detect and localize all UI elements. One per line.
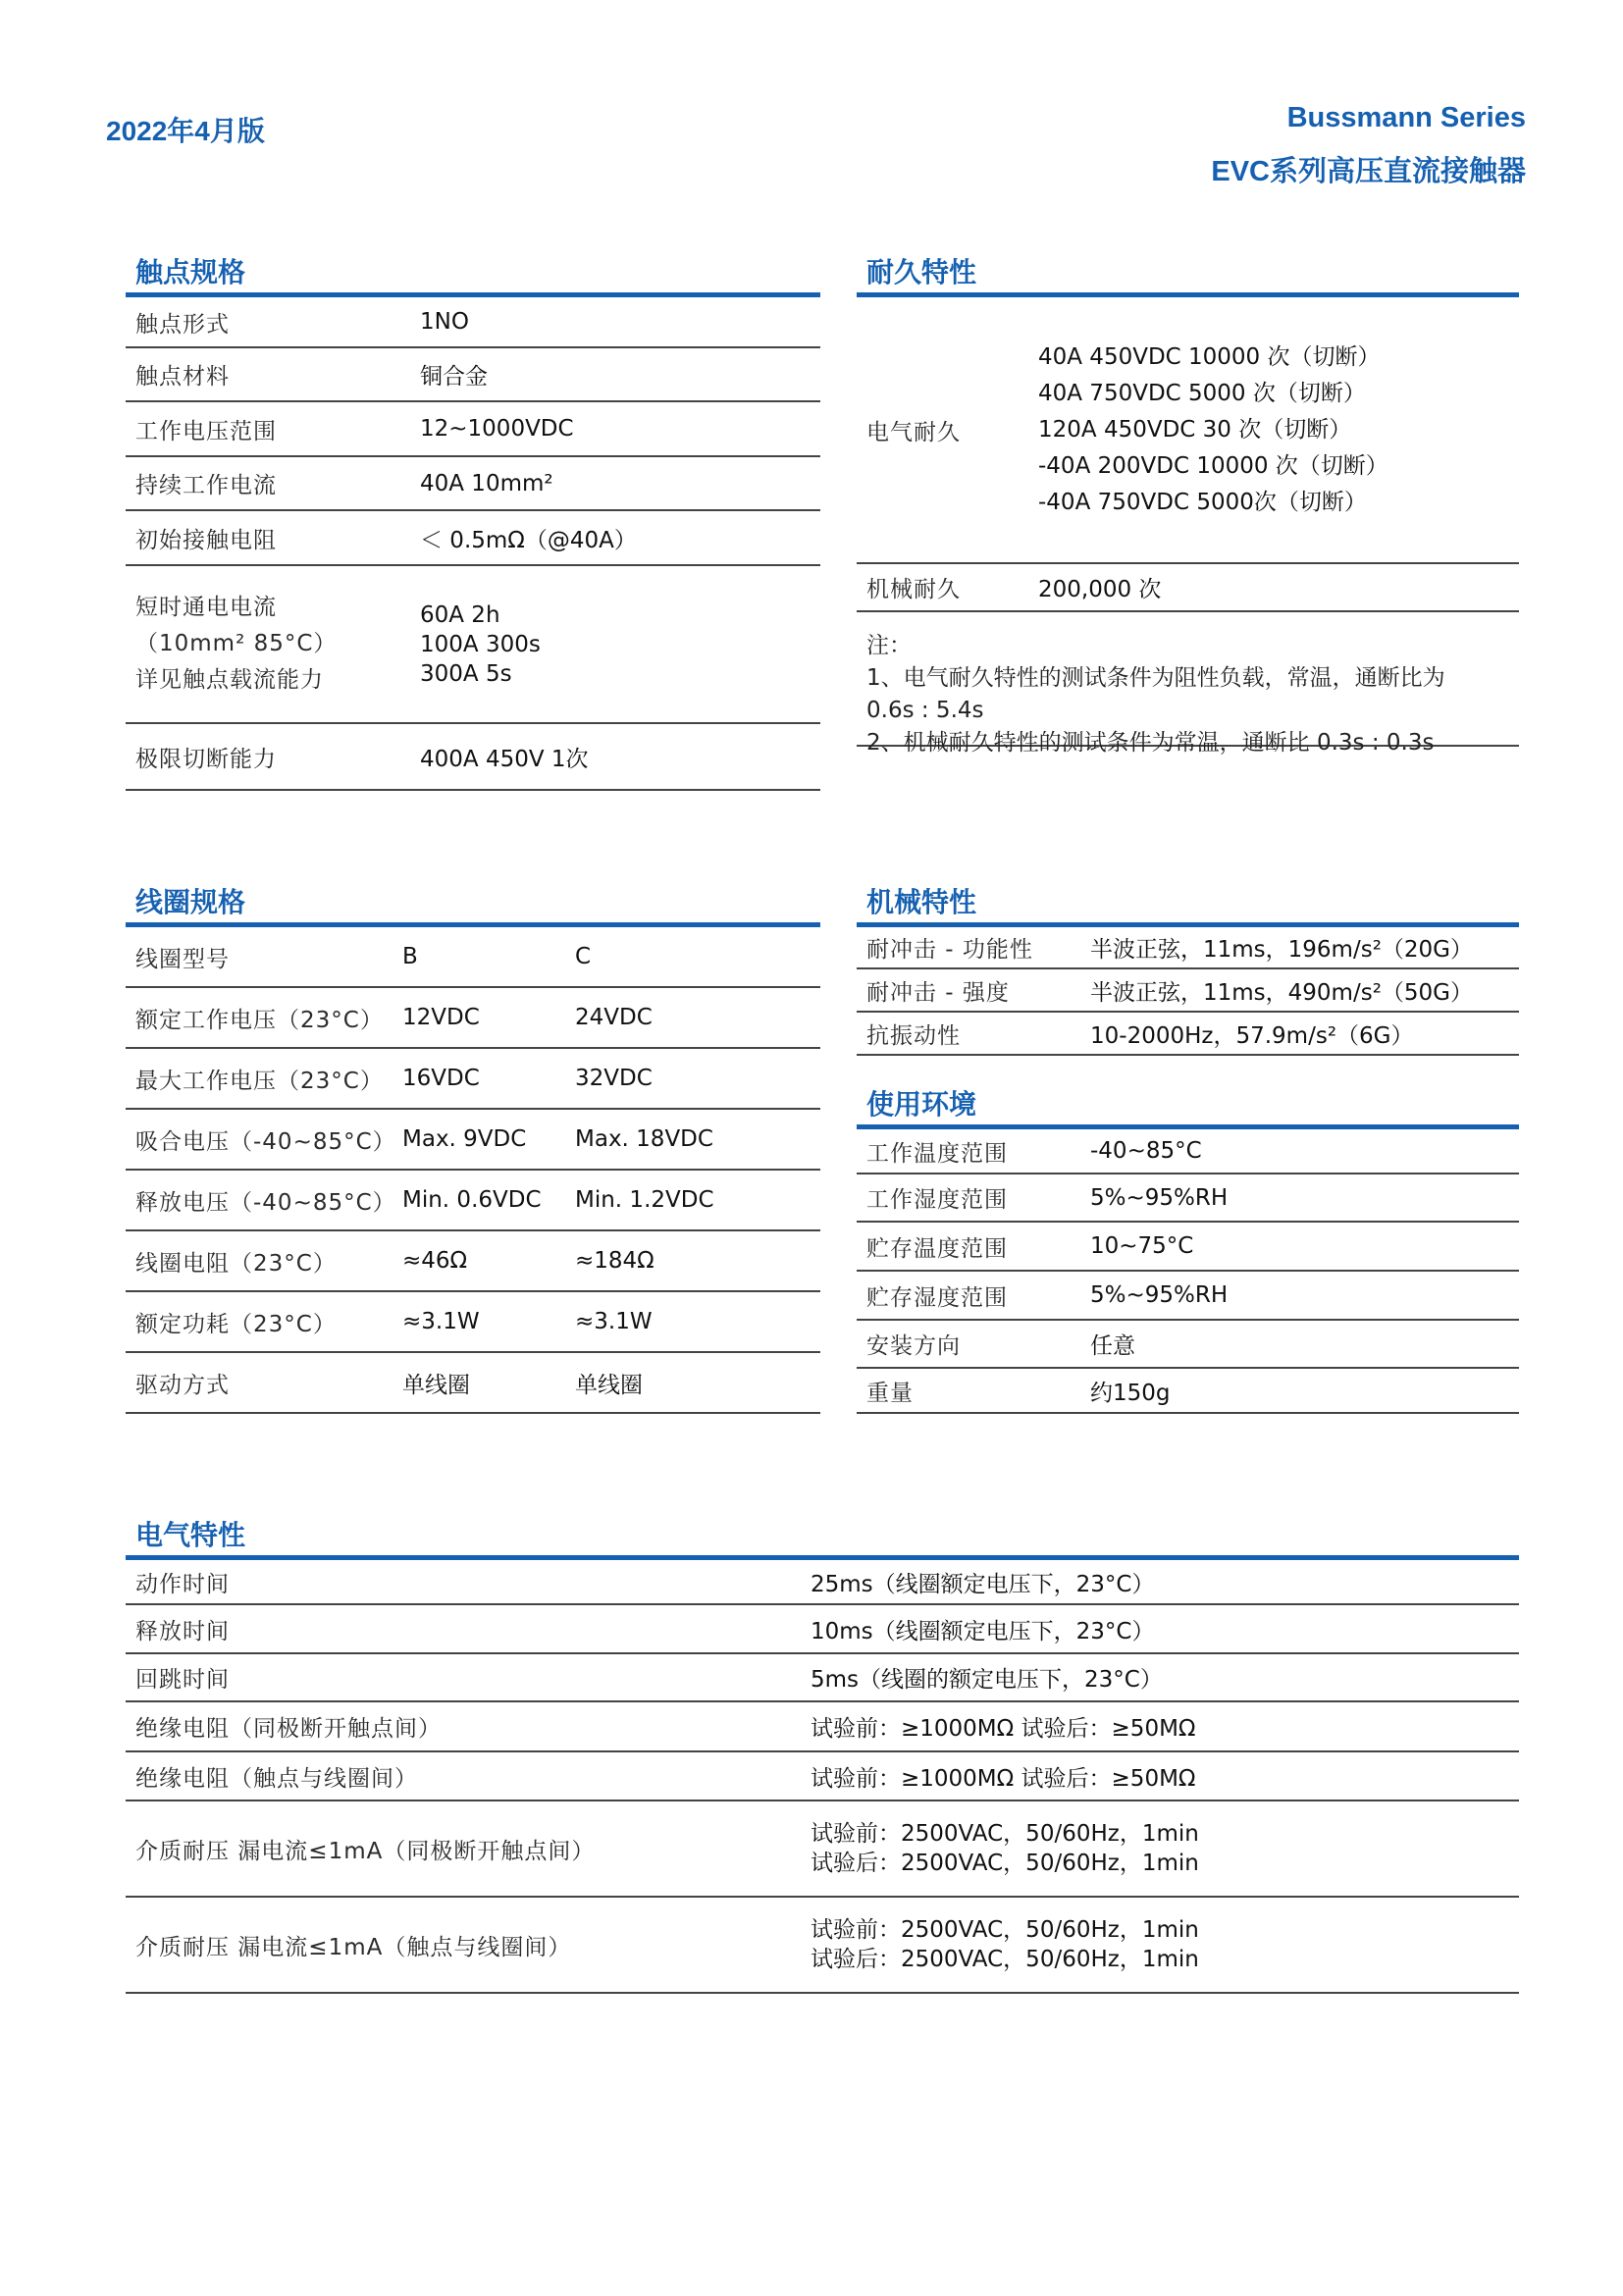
table-row xyxy=(126,511,820,566)
row-value: 10~75°C xyxy=(1090,1233,1194,1259)
value-line: 300A 5s xyxy=(420,660,512,687)
section-title: 电气特性 xyxy=(135,1519,246,1551)
table-row xyxy=(857,1272,1519,1321)
coil-b-value: B xyxy=(402,944,418,969)
row-label: 贮存湿度范围 xyxy=(866,1284,1008,1311)
row-value: 10-2000Hz，57.9m/s²（6G） xyxy=(1090,1022,1414,1049)
section-title: 触点规格 xyxy=(135,256,246,288)
table-row xyxy=(126,1752,1519,1801)
row-label: 工作电压范围 xyxy=(135,418,277,444)
table-row xyxy=(857,297,1519,564)
table-row xyxy=(857,1321,1519,1369)
table-row xyxy=(126,457,820,511)
table-row xyxy=(857,1129,1519,1174)
coil-c-value: ≈184Ω xyxy=(575,1248,654,1274)
section-title: 使用环境 xyxy=(866,1088,977,1121)
table-row xyxy=(126,1654,1519,1702)
value-line: 试验前：2500VAC，50/60Hz，1min xyxy=(811,1917,1199,1943)
table-row xyxy=(857,1174,1519,1223)
row-label: 回跳时间 xyxy=(135,1667,230,1693)
coil-b-value: Max. 9VDC xyxy=(402,1126,527,1152)
row-value: 400A 450V 1次 xyxy=(420,746,589,772)
table-row xyxy=(126,927,820,988)
row-value: 5%~95%RH xyxy=(1090,1282,1229,1308)
table-row xyxy=(126,1605,1519,1654)
table-row xyxy=(126,724,820,791)
section-title: 机械特性 xyxy=(866,886,977,918)
row-label: 释放电压（-40~85°C） xyxy=(135,1189,396,1216)
table-row xyxy=(126,1898,1519,1994)
table-row xyxy=(857,1223,1519,1272)
value-line: -40A 750VDC 5000次（切断） xyxy=(1038,489,1367,515)
row-label: 线圈型号 xyxy=(135,946,230,972)
table-row xyxy=(857,564,1519,612)
row-label: 安装方向 xyxy=(866,1333,961,1359)
table-row xyxy=(126,297,820,348)
row-label: 触点材料 xyxy=(135,364,230,390)
row-label: 额定功耗（23°C） xyxy=(135,1311,337,1337)
table-row xyxy=(126,1231,820,1292)
table-row xyxy=(126,402,820,457)
row-label: 额定工作电压（23°C） xyxy=(135,1007,384,1033)
coil-c-value: C xyxy=(575,944,592,969)
row-value: 5ms（线圈的额定电压下，23°C） xyxy=(811,1667,1163,1693)
coil-c-value: ≈3.1W xyxy=(575,1309,653,1334)
note-line: 0.6s : 5.4s xyxy=(866,698,984,723)
row-value: 试验前：≥1000MΩ 试验后：≥50MΩ xyxy=(811,1716,1196,1742)
section-title: 线圈规格 xyxy=(135,886,246,918)
row-value: 铜合金 xyxy=(420,364,488,390)
row-value: 试验前：≥1000MΩ 试验后：≥50MΩ xyxy=(811,1765,1196,1792)
table-row xyxy=(126,988,820,1049)
table-row xyxy=(126,1560,1519,1605)
row-value: 40A 10mm² xyxy=(420,470,553,496)
value-line: 试验前：2500VAC，50/60Hz，1min xyxy=(811,1821,1199,1847)
row-label: 机械耐久 xyxy=(866,577,961,602)
row-label: 工作湿度范围 xyxy=(866,1187,1008,1213)
coil-c-value: Min. 1.2VDC xyxy=(575,1187,714,1213)
row-value: ＜ 0.5mΩ（@40A） xyxy=(420,527,637,553)
row-label: 动作时间 xyxy=(135,1571,230,1597)
table-row xyxy=(126,1110,820,1171)
row-label: 初始接触电阻 xyxy=(135,527,277,553)
row-label: 绝缘电阻（触点与线圈间） xyxy=(135,1765,418,1792)
value-line: 120A 450VDC 30 次（切断） xyxy=(1038,416,1352,443)
section-title: 耐久特性 xyxy=(866,256,977,288)
row-label: 持续工作电流 xyxy=(135,473,277,498)
row-label: 耐冲击 - 功能性 xyxy=(866,937,1033,963)
coil-b-value: Min. 0.6VDC xyxy=(402,1187,542,1213)
table-row xyxy=(126,348,820,402)
table-row xyxy=(126,566,820,724)
table-row xyxy=(857,1369,1519,1414)
environment-table xyxy=(857,1085,1519,1414)
row-label: 驱动方式 xyxy=(135,1372,230,1398)
row-value xyxy=(1028,339,1388,521)
table-row xyxy=(126,1049,820,1110)
table-row xyxy=(857,1013,1519,1056)
label-line: 详见触点载流能力 xyxy=(135,667,324,693)
row-label: 耐冲击 - 强度 xyxy=(866,979,1010,1006)
durability-table xyxy=(857,253,1519,756)
row-label: 最大工作电压（23°C） xyxy=(135,1068,384,1094)
row-label: 贮存温度范围 xyxy=(866,1235,1008,1262)
row-label: 工作温度范围 xyxy=(866,1140,1008,1167)
label-line: 短时通电电流 xyxy=(135,595,277,620)
value-line: 试验后：2500VAC，50/60Hz，1min xyxy=(811,1947,1199,1972)
row-value: -40~85°C xyxy=(1090,1138,1202,1164)
row-value: 12~1000VDC xyxy=(420,416,574,442)
value-line: 试验后：2500VAC，50/60Hz，1min xyxy=(811,1851,1199,1876)
coil-b-value: 16VDC xyxy=(402,1066,480,1091)
row-value: 25ms（线圈额定电压下，23°C） xyxy=(811,1571,1155,1597)
coil-b-value: 12VDC xyxy=(402,1005,480,1030)
row-value xyxy=(410,600,541,689)
row-value: 半波正弦，11ms，490m/s²（50G） xyxy=(1090,979,1474,1006)
note-line: 注： xyxy=(866,633,912,658)
row-value: 任意 xyxy=(1090,1333,1135,1359)
row-value: 10ms（线圈额定电压下，23°C） xyxy=(811,1618,1155,1644)
mechanical-chars-table xyxy=(857,883,1519,1056)
value-line: 40A 750VDC 5000 次（切断） xyxy=(1038,380,1366,406)
note-line: 2、机械耐久特性的测试条件为常温，通断比 0.3s : 0.3s xyxy=(866,730,1435,756)
table-row xyxy=(126,1171,820,1231)
row-label: 介质耐压 漏电流≤1mA（同极断开触点间） xyxy=(135,1838,596,1864)
coil-b-value: 单线圈 xyxy=(402,1372,470,1398)
row-label xyxy=(126,590,410,699)
table-row xyxy=(126,1292,820,1353)
coil-c-value: 24VDC xyxy=(575,1005,653,1030)
value-line: -40A 200VDC 10000 次（切断） xyxy=(1038,452,1388,479)
row-label: 绝缘电阻（同极断开触点间） xyxy=(135,1716,442,1742)
coil-b-value: ≈3.1W xyxy=(402,1309,480,1334)
coil-b-value: ≈46Ω xyxy=(402,1248,468,1274)
row-label: 吸合电压（-40~85°C） xyxy=(135,1128,396,1155)
row-value xyxy=(801,1915,1199,1974)
row-label: 电气耐久 xyxy=(866,419,961,445)
value-line: 100A 300s xyxy=(420,631,541,657)
row-label: 线圈电阻（23°C） xyxy=(135,1250,337,1277)
value-line: 40A 450VDC 10000 次（切断） xyxy=(1038,343,1381,370)
table-row xyxy=(126,1353,820,1414)
coil-c-value: 32VDC xyxy=(575,1066,653,1091)
row-value: 5%~95%RH xyxy=(1090,1184,1229,1211)
row-value: 半波正弦，11ms，196m/s²（20G） xyxy=(1090,937,1474,963)
table-row xyxy=(857,969,1519,1013)
row-label: 释放时间 xyxy=(135,1618,230,1644)
row-label: 触点形式 xyxy=(135,311,230,338)
row-value xyxy=(801,1819,1199,1878)
value-line: 60A 2h xyxy=(420,601,500,628)
label-line: （10mm² 85°C） xyxy=(135,631,338,656)
row-label: 抗振动性 xyxy=(866,1022,961,1049)
row-value: 约150g xyxy=(1090,1380,1171,1406)
row-value: 1NO xyxy=(420,309,469,335)
contact-specs-table xyxy=(126,253,820,791)
coil-c-value: Max. 18VDC xyxy=(575,1126,713,1152)
row-label: 介质耐压 漏电流≤1mA（触点与线圈间） xyxy=(135,1934,572,1960)
document-date: 2022年4月版 xyxy=(106,116,265,146)
electrical-chars-table xyxy=(126,1516,1519,1994)
table-row xyxy=(126,1801,1519,1898)
table-row xyxy=(126,1702,1519,1752)
note-line: 1、电气耐久特性的测试条件为阻性负载，常温，通断比为 xyxy=(866,665,1445,691)
table-row xyxy=(857,927,1519,969)
coil-specs-table xyxy=(126,883,820,1414)
row-label: 重量 xyxy=(866,1380,914,1406)
coil-c-value: 单线圈 xyxy=(575,1372,643,1398)
durability-notes xyxy=(857,612,1519,756)
series-name: Bussmann Series xyxy=(1286,102,1526,133)
row-label: 极限切断能力 xyxy=(135,746,277,772)
product-title: EVC系列高压直流接触器 xyxy=(1211,156,1526,187)
row-value: 200,000 次 xyxy=(1038,577,1162,602)
